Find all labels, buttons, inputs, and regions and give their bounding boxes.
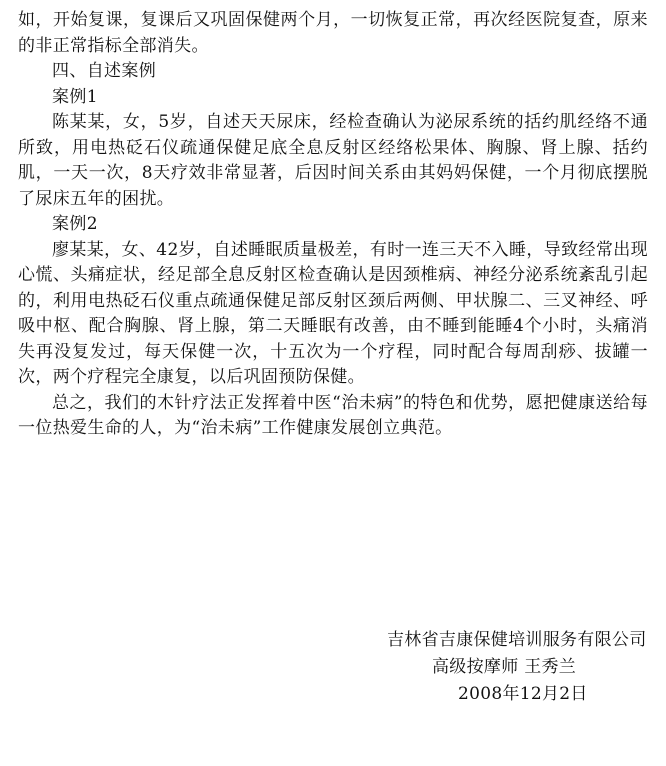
case-2-paragraph: 廖某某，女、42岁，自述睡眠质量极差，有时一连三天不入睡，导致经常出现心慌、头痛症状，经足部全息反射区检查确认是因颈椎病、神经分泌系统紊乱引起的，利用电热砭石仪重点疏通保健足部反射区颈后两侧、甲状腺二、三叉神经、呼吸中枢、配合胸腺、肾上腺，第二天睡眠有改善，由不睡到能睡4个小时，头痛消失再没复发过，每天保健一次，十五次为一个疗程，同时配合每周刮痧、拔罐一次，两个疗程完全康复，以后巩固预防保健。 [18,239,648,387]
conclusion-paragraph: 总之，我们的木针疗法正发挥着中医“治未病”的特色和优势，愿把健康送给每一位热爱生命的人，为“治未病”工作健康发展创立典范。 [18,392,648,438]
case-1-paragraph: 陈某某，女，5岁，自述天天尿床，经检查确认为泌尿系统的括约肌经络不通所致，用电热砭石仪疏通保健足底全息反射区经络松果体、胸腺、肾上腺、括约肌，一天一次，8天疗效非常显著，后因时间关系由其妈妈保健，一个月彻底摆脱了尿床五年的困扰。 [18,112,648,209]
section-heading: 四、自述案例 [52,61,157,81]
document-body [18,8,648,442]
paragraph-continuation: 如，开始复课，复课后又巩固保健两个月，一切恢复正常，再次经医院复查，原来的非正常指标全部消失。 [18,10,648,56]
case-2-heading: 案例2 [52,214,98,234]
signature-person: 高级按摩师 王秀兰 [432,657,577,677]
signature-organization: 吉林省吉康保健培训服务有限公司 [387,630,647,650]
signature-date: 2008年12月2日 [458,684,588,704]
case-1-heading: 案例1 [52,86,98,107]
